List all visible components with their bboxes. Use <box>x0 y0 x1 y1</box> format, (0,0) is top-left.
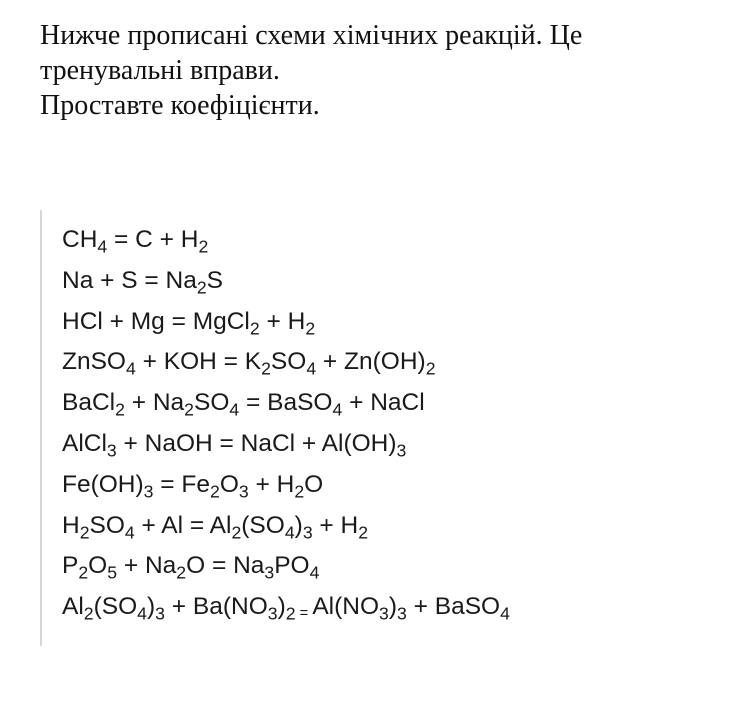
instructions-line-1: Нижче прописані схеми хімічних реакцій. Це тренувальні вправи. <box>40 20 583 86</box>
chemical-equation: AlCl$_3$ + NaOH = NaCl + $Al(OH)_3$ <box>62 429 407 461</box>
chemical-equation: ZnSO$_4$ + KOH = $K_2SO_4 + Zn(OH)_2$ <box>62 348 436 380</box>
chemical-equation: $Al_2(SO_4)_3 + Ba(NO_3)_2 = Al(NO_3)_3$ + BaSO$_4$ <box>62 593 510 624</box>
instructions <box>40 18 730 123</box>
chemical-equation: $Fe(OH)_3 = Fe_2O_3 + H_2O$ <box>62 470 324 502</box>
chemical-equation: HCl + Mg = MgCl$_2$ + $H_2$ <box>62 307 316 339</box>
instructions-line-2: Проставте коефіцієнти. <box>40 90 320 121</box>
equation-list <box>62 220 510 635</box>
chemical-equation: BaCl$_2$ + $Na_2SO_4$ = BaSO$_4$ + NaCl <box>62 389 425 420</box>
chemical-equation: $CH_4 = C + H_2$ <box>62 226 209 257</box>
equation-block <box>40 210 722 646</box>
chemical-equation: $Na + S = Na_2S$ <box>62 266 223 298</box>
chemical-equation: $P_2O_5 + Na_2O = Na_3PO_4$ <box>62 552 320 584</box>
chemical-equation: $H_2SO_4 + Al = Al_2(SO_4)_3 + H_2$ <box>62 511 369 543</box>
